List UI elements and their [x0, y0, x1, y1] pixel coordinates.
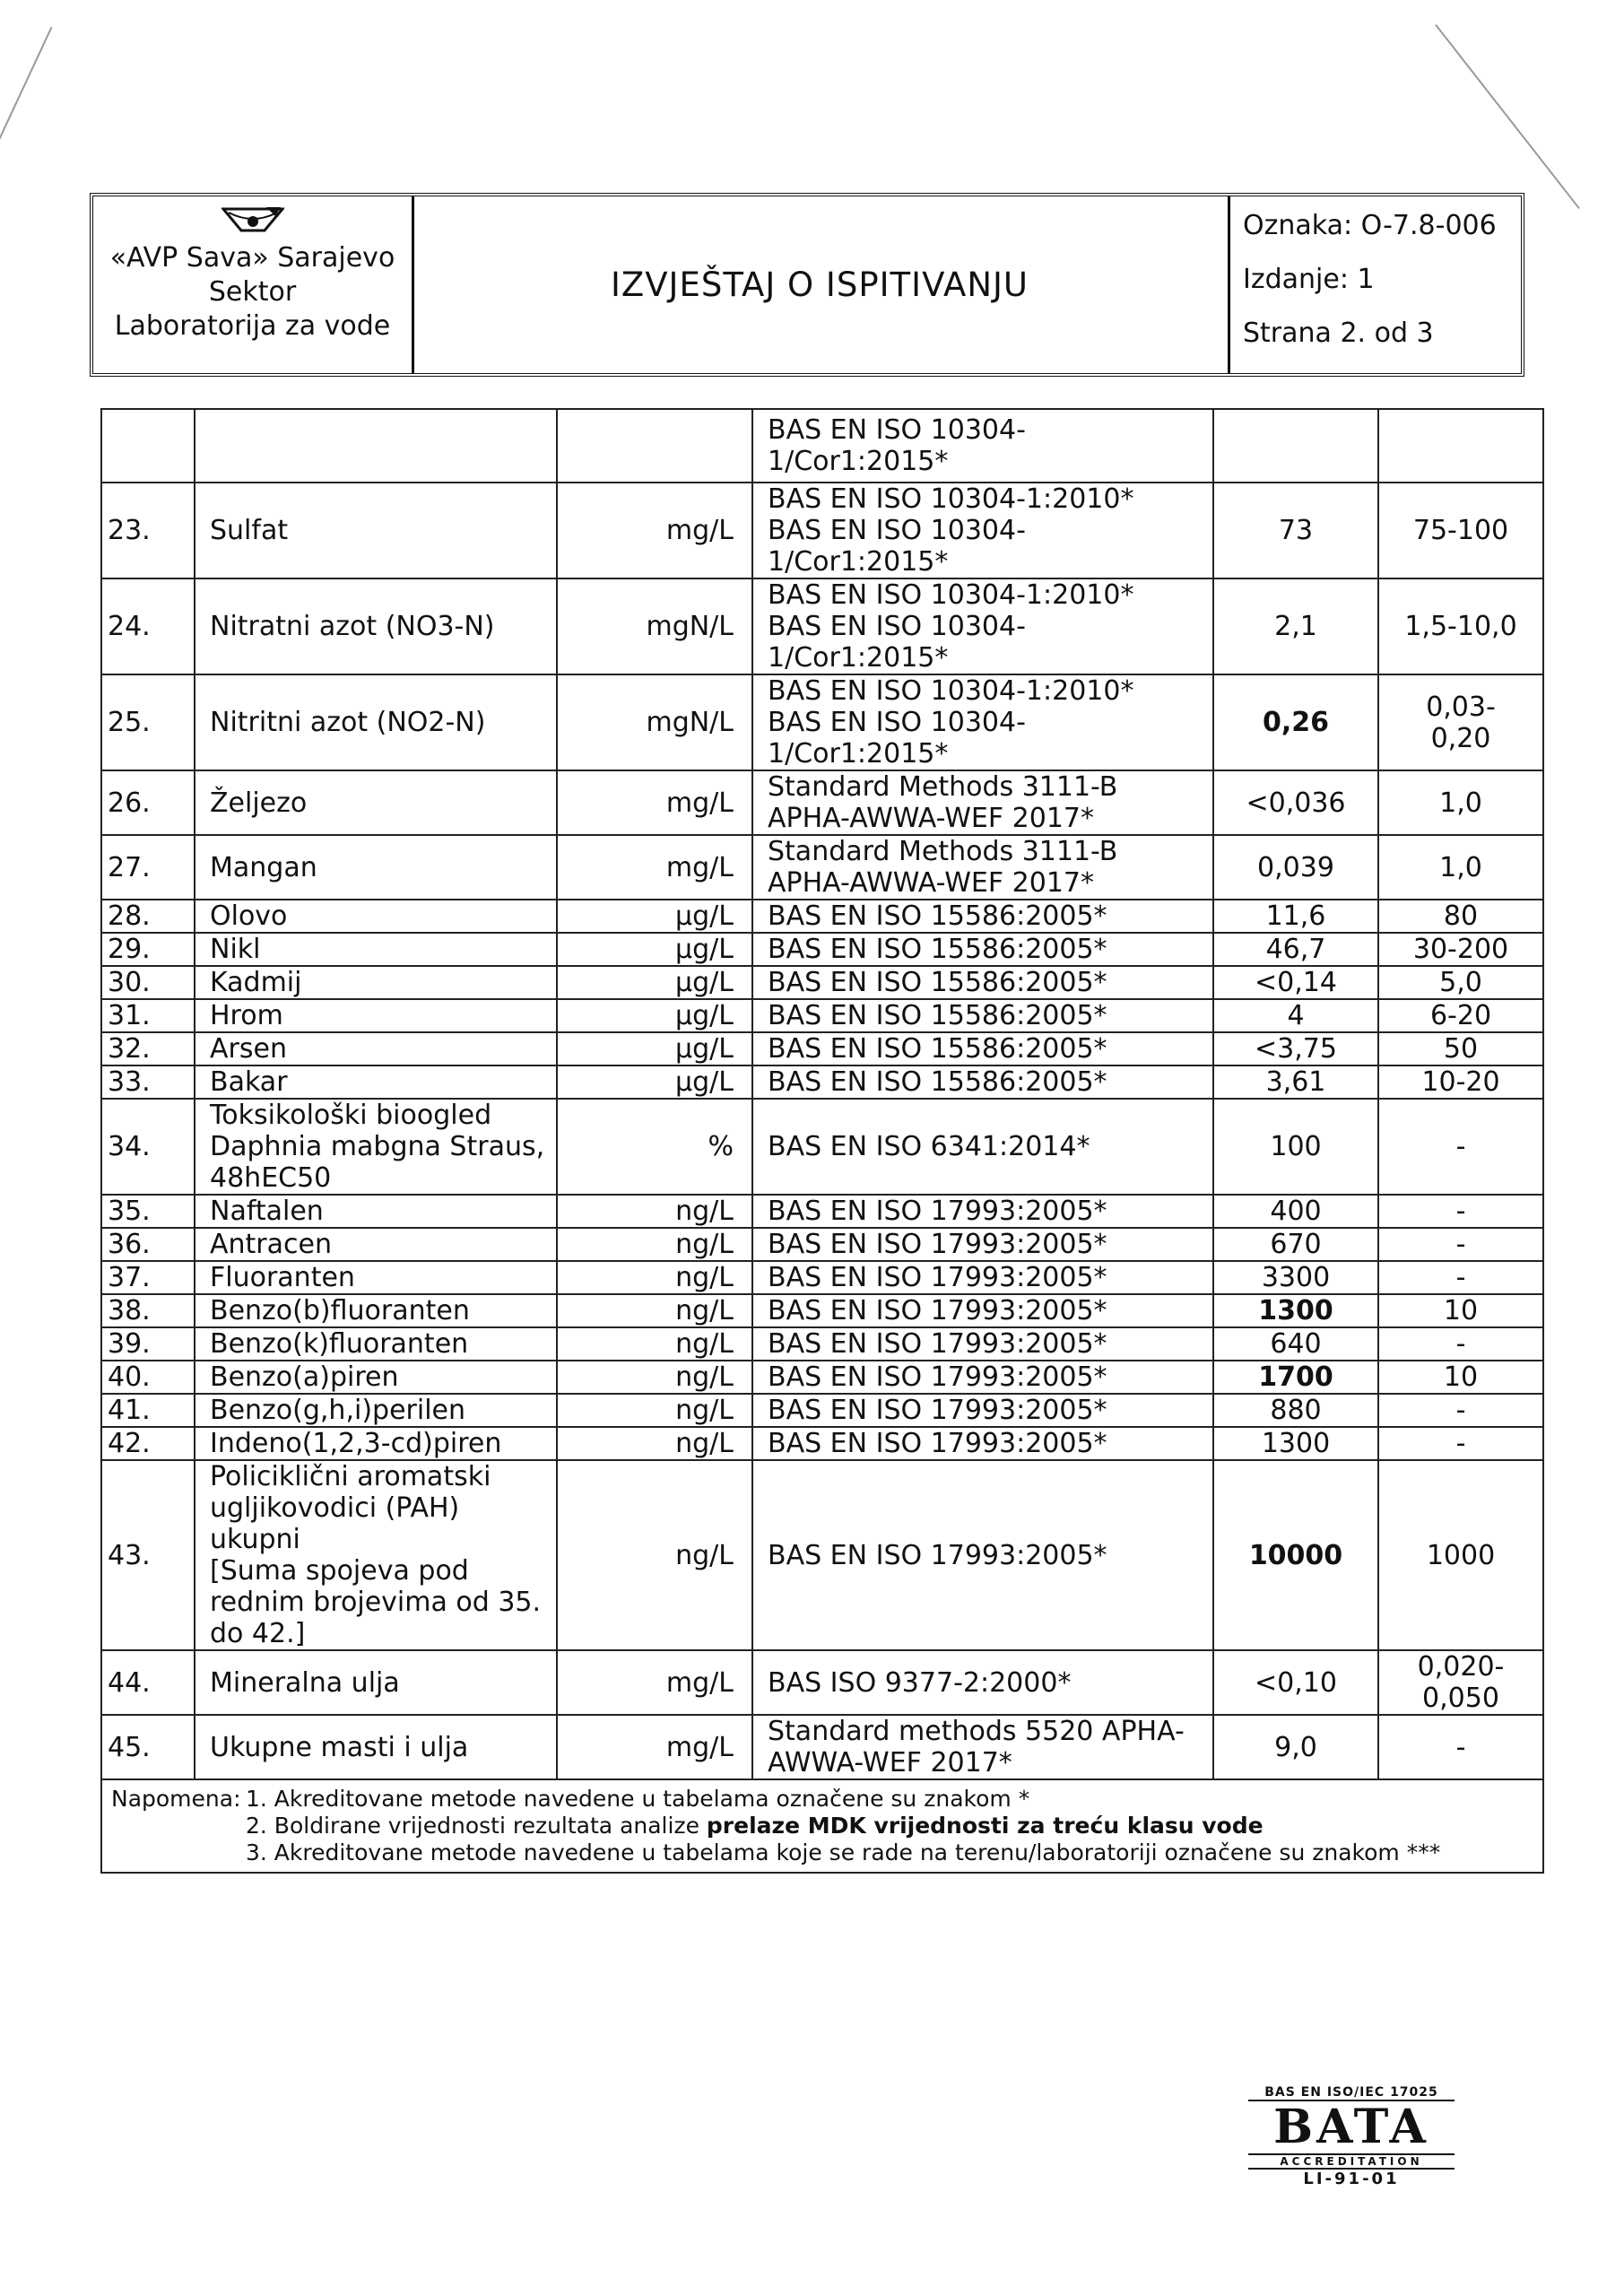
limit-line: 6-20 — [1429, 1000, 1492, 1031]
cell-unit — [557, 409, 752, 483]
cell-unit: ng/L — [557, 1394, 752, 1427]
limit-line: 10-20 — [1421, 1066, 1500, 1098]
cell-limit — [1378, 1394, 1543, 1427]
notes-row — [101, 1779, 1543, 1873]
cell-number: 44. — [101, 1650, 195, 1715]
method-line: 1/Cor1:2015* — [768, 738, 949, 770]
cell-limit — [1378, 933, 1543, 966]
organization-sector: Sektor — [208, 276, 297, 308]
cell-result: 0,039 — [1213, 835, 1378, 900]
cell-number: 36. — [101, 1228, 195, 1261]
table-row — [101, 1099, 1543, 1195]
cell-result: 10000 — [1213, 1460, 1378, 1650]
table-row — [101, 900, 1543, 933]
limit-line: 30-200 — [1412, 934, 1509, 965]
method-line: BAS EN ISO 17993:2005* — [768, 1395, 1107, 1426]
limit-line: 1,5-10,0 — [1404, 611, 1517, 642]
table-row — [101, 578, 1543, 674]
cell-unit: ng/L — [557, 1261, 752, 1294]
table-row — [101, 1394, 1543, 1427]
method-line: Standard Methods 3111-B — [768, 771, 1118, 803]
method-line: BAS EN ISO 15586:2005* — [768, 967, 1107, 998]
parameter-line: Mangan — [210, 851, 317, 883]
cell-method — [752, 1261, 1213, 1294]
cell-number: 31. — [101, 999, 195, 1032]
cell-limit — [1378, 1032, 1543, 1065]
table-row — [101, 1427, 1543, 1460]
cell-result: 9,0 — [1213, 1715, 1378, 1779]
parameter-line: Sulfat — [210, 515, 289, 546]
cell-result: 670 — [1213, 1228, 1378, 1261]
cell-limit — [1378, 1261, 1543, 1294]
cell-number: 34. — [101, 1099, 195, 1195]
cell-parameter — [195, 770, 557, 835]
cell-number: 29. — [101, 933, 195, 966]
cell-limit — [1378, 409, 1543, 483]
stamp-accreditation: ACCREDITATION — [1248, 2153, 1455, 2170]
cell-result: 2,1 — [1213, 578, 1378, 674]
parameter-line: Benzo(b)fluoranten — [210, 1295, 470, 1326]
note-2 — [246, 1813, 1440, 1839]
method-line: BAS EN ISO 10304- — [768, 414, 1026, 446]
cell-parameter — [195, 1715, 557, 1779]
cell-method — [752, 1650, 1213, 1715]
parameter-line: ukupni — [210, 1524, 300, 1555]
cell-parameter — [195, 409, 557, 483]
cell-limit — [1378, 966, 1543, 999]
cell-parameter — [195, 999, 557, 1032]
cell-unit: mg/L — [557, 770, 752, 835]
cell-limit — [1378, 1460, 1543, 1650]
method-line: BAS EN ISO 15586:2005* — [768, 934, 1107, 965]
parameter-line: Indeno(1,2,3-cd)piren — [210, 1428, 502, 1459]
cell-limit — [1378, 1361, 1543, 1394]
note-1: 1. Akreditovane metode navedene u tabelama označene su znakom * — [246, 1786, 1030, 1812]
cell-limit — [1378, 770, 1543, 835]
method-line: BAS EN ISO 17993:2005* — [768, 1539, 1107, 1571]
table-row — [101, 1361, 1543, 1394]
cell-unit: ng/L — [557, 1361, 752, 1394]
table-row — [101, 1327, 1543, 1361]
parameter-line: Policiklični aromatski — [210, 1461, 491, 1492]
cell-unit: mgN/L — [557, 674, 752, 770]
parameter-line: Mineralna ulja — [210, 1666, 400, 1699]
limit-line: - — [1455, 1428, 1466, 1459]
accreditation-stamp — [1248, 2085, 1455, 2188]
parameter-line: Željezo — [210, 787, 308, 819]
limit-line: - — [1455, 1395, 1466, 1426]
cell-limit — [1378, 1715, 1543, 1779]
cell-method — [752, 933, 1213, 966]
cell-number: 37. — [101, 1261, 195, 1294]
cell-result: 46,7 — [1213, 933, 1378, 966]
cell-result: 3300 — [1213, 1261, 1378, 1294]
parameter-line: ugljikovodici (PAH) — [210, 1492, 460, 1524]
parameter-line: 48hEC50 — [210, 1162, 332, 1194]
parameter-line: Benzo(k)fluoranten — [210, 1328, 469, 1360]
note-2-text: 2. Boldirane vrijednosti rezultata analize — [246, 1813, 707, 1839]
cell-parameter — [195, 1032, 557, 1065]
cell-limit — [1378, 674, 1543, 770]
cell-number: 25. — [101, 674, 195, 770]
cell-result: 1300 — [1213, 1427, 1378, 1460]
cell-parameter — [195, 1460, 557, 1650]
cell-unit: % — [557, 1099, 752, 1195]
note-3: 3. Akreditovane metode navedene u tabelama koje se rade na terenu/laboratoriji označene su znakom *** — [246, 1839, 1441, 1866]
method-line: BAS EN ISO 6341:2014* — [768, 1131, 1090, 1162]
method-line: BAS EN ISO 17993:2005* — [768, 1328, 1107, 1360]
method-line: BAS EN ISO 15586:2005* — [768, 1000, 1107, 1031]
cell-result: 880 — [1213, 1394, 1378, 1427]
cell-method — [752, 1228, 1213, 1261]
method-line: BAS EN ISO 17993:2005* — [768, 1196, 1107, 1227]
table-row — [101, 1228, 1543, 1261]
limit-line: 1,0 — [1439, 851, 1482, 883]
cell-limit — [1378, 1327, 1543, 1361]
stamp-logo: BATA — [1273, 2100, 1429, 2154]
cell-unit: μg/L — [557, 1065, 752, 1099]
parameter-line: Benzo(g,h,i)perilen — [210, 1395, 465, 1426]
cell-result: 73 — [1213, 483, 1378, 578]
method-line: BAS EN ISO 17993:2005* — [768, 1361, 1107, 1393]
organization-name: «AVP Sava» Sarajevo — [109, 242, 395, 274]
limit-line: 50 — [1443, 1033, 1479, 1065]
cell-result: 1700 — [1213, 1361, 1378, 1394]
parameter-line: Olovo — [210, 900, 288, 932]
table-row — [101, 1460, 1543, 1650]
method-line: BAS EN ISO 15586:2005* — [768, 1033, 1107, 1065]
cell-method — [752, 409, 1213, 483]
limit-line: 1000 — [1426, 1539, 1496, 1571]
cell-result: 4 — [1213, 999, 1378, 1032]
organization-block — [93, 196, 414, 373]
cell-number — [101, 409, 195, 483]
avp-sava-logo-icon — [221, 205, 284, 238]
cell-limit — [1378, 1195, 1543, 1228]
limit-line: 10 — [1443, 1295, 1479, 1326]
cell-unit: μg/L — [557, 933, 752, 966]
limit-line: - — [1455, 1262, 1466, 1293]
scan-edge-right — [1435, 24, 1580, 209]
method-line: BAS EN ISO 15586:2005* — [768, 1066, 1107, 1098]
limit-line: 10 — [1443, 1361, 1479, 1393]
cell-method — [752, 1715, 1213, 1779]
method-line: BAS EN ISO 10304- — [768, 515, 1026, 546]
cell-parameter — [195, 900, 557, 933]
parameter-line: Nitritni azot (NO2-N) — [210, 707, 486, 738]
cell-unit: μg/L — [557, 999, 752, 1032]
cell-result: 640 — [1213, 1327, 1378, 1361]
cell-result — [1213, 409, 1378, 483]
cell-method — [752, 999, 1213, 1032]
table-row — [101, 770, 1543, 835]
cell-limit — [1378, 1427, 1543, 1460]
limit-line: 1,0 — [1439, 787, 1482, 819]
cell-method — [752, 1427, 1213, 1460]
table-row — [101, 1650, 1543, 1715]
cell-method — [752, 674, 1213, 770]
cell-method — [752, 1294, 1213, 1327]
cell-method — [752, 835, 1213, 900]
method-line: BAS EN ISO 17993:2005* — [768, 1295, 1107, 1326]
method-line: BAS ISO 9377-2:2000* — [768, 1666, 1072, 1699]
table-row — [101, 1032, 1543, 1065]
note-2-bold: prelaze MDK vrijednosti za treću klasu vode — [706, 1813, 1264, 1839]
doc-page: Strana 2. od 3 — [1243, 317, 1434, 349]
cell-method — [752, 1099, 1213, 1195]
method-line: BAS EN ISO 15586:2005* — [768, 900, 1107, 932]
cell-parameter — [195, 1327, 557, 1361]
cell-method — [752, 966, 1213, 999]
cell-parameter — [195, 483, 557, 578]
parameter-line: Nitratni azot (NO3-N) — [210, 611, 495, 642]
cell-limit — [1378, 999, 1543, 1032]
cell-number: 40. — [101, 1361, 195, 1394]
parameter-line: rednim brojevima od 35. — [210, 1587, 542, 1618]
table-row — [101, 1715, 1543, 1779]
table-row — [101, 966, 1543, 999]
cell-unit: mg/L — [557, 1715, 752, 1779]
cell-parameter — [195, 1361, 557, 1394]
table-row — [101, 1195, 1543, 1228]
cell-number: 33. — [101, 1065, 195, 1099]
cell-method — [752, 1032, 1213, 1065]
cell-result: <0,10 — [1213, 1650, 1378, 1715]
cell-parameter — [195, 1294, 557, 1327]
organization-lab: Laboratorija za vode — [114, 310, 391, 342]
cell-result: <0,14 — [1213, 966, 1378, 999]
parameter-line: Antracen — [210, 1229, 332, 1260]
method-line: BAS EN ISO 17993:2005* — [768, 1229, 1107, 1260]
stamp-standard: BAS EN ISO/IEC 17025 — [1248, 2085, 1455, 2101]
cell-method — [752, 1460, 1213, 1650]
cell-number: 42. — [101, 1427, 195, 1460]
limit-line: 80 — [1443, 900, 1479, 932]
method-line: BAS EN ISO 10304- — [768, 611, 1026, 642]
method-line: APHA-AWWA-WEF 2017* — [768, 867, 1094, 899]
parameter-line: [Suma spojeva pod — [210, 1555, 469, 1587]
method-line: APHA-AWWA-WEF 2017* — [768, 803, 1094, 834]
limit-line: 75-100 — [1412, 515, 1509, 546]
cell-unit: μg/L — [557, 1032, 752, 1065]
cell-number: 27. — [101, 835, 195, 900]
report-title: IZVJEŠTAJ O ISPITIVANJU — [610, 265, 1029, 304]
cell-number: 30. — [101, 966, 195, 999]
parameter-line: Hrom — [210, 1000, 283, 1031]
doc-code: Oznaka: O-7.8-006 — [1243, 210, 1497, 241]
cell-number: 23. — [101, 483, 195, 578]
cell-method — [752, 483, 1213, 578]
parameter-line: Arsen — [210, 1033, 287, 1065]
cell-number: 26. — [101, 770, 195, 835]
parameter-line: Fluoranten — [210, 1262, 355, 1293]
parameter-line: Toksikološki bioogled — [210, 1100, 492, 1131]
table-row — [101, 674, 1543, 770]
cell-parameter — [195, 674, 557, 770]
scan-edge-left — [0, 27, 52, 206]
limit-line: 0,050 — [1422, 1683, 1499, 1714]
cell-number: 41. — [101, 1394, 195, 1427]
method-line: Standard Methods 3111-B — [768, 836, 1118, 867]
cell-result: 3,61 — [1213, 1065, 1378, 1099]
cell-parameter — [195, 1099, 557, 1195]
table-row — [101, 835, 1543, 900]
parameter-line: Ukupne masti i ulja — [210, 1731, 469, 1763]
cell-limit — [1378, 1099, 1543, 1195]
cell-parameter — [195, 1195, 557, 1228]
cell-method — [752, 1195, 1213, 1228]
parameter-line: Daphnia mabgna Straus, — [210, 1131, 545, 1162]
cell-result: <0,036 — [1213, 770, 1378, 835]
results-table — [100, 408, 1544, 1874]
cell-number: 32. — [101, 1032, 195, 1065]
cell-number: 45. — [101, 1715, 195, 1779]
method-line: Standard methods 5520 APHA- — [768, 1716, 1185, 1747]
cell-unit: mg/L — [557, 835, 752, 900]
cell-method — [752, 578, 1213, 674]
parameter-line: Kadmij — [210, 967, 302, 998]
cell-number: 38. — [101, 1294, 195, 1327]
table-row — [101, 1261, 1543, 1294]
doc-edition: Izdanje: 1 — [1243, 264, 1375, 295]
method-line: BAS EN ISO 10304-1:2010* — [768, 483, 1134, 515]
cell-parameter — [195, 1427, 557, 1460]
method-line: BAS EN ISO 17993:2005* — [768, 1262, 1107, 1293]
parameter-line: Benzo(a)piren — [210, 1361, 399, 1393]
cell-parameter — [195, 966, 557, 999]
cell-limit — [1378, 1650, 1543, 1715]
cell-parameter — [195, 1261, 557, 1294]
limit-line: - — [1455, 1328, 1466, 1360]
method-line: 1/Cor1:2015* — [768, 546, 949, 578]
cell-unit: ng/L — [557, 1294, 752, 1327]
cell-method — [752, 1327, 1213, 1361]
cell-limit — [1378, 578, 1543, 674]
cell-number: 43. — [101, 1460, 195, 1650]
cell-limit — [1378, 1294, 1543, 1327]
cell-limit — [1378, 1065, 1543, 1099]
limit-line: 0,03- — [1426, 691, 1496, 723]
cell-parameter — [195, 1065, 557, 1099]
method-line: BAS EN ISO 10304-1:2010* — [768, 579, 1134, 611]
cell-unit: ng/L — [557, 1460, 752, 1650]
cell-unit: ng/L — [557, 1195, 752, 1228]
parameter-line: do 42.] — [210, 1618, 306, 1649]
cell-result: 11,6 — [1213, 900, 1378, 933]
limit-line: - — [1455, 1731, 1466, 1763]
cell-method — [752, 900, 1213, 933]
table-row — [101, 483, 1543, 578]
parameter-line: Bakar — [210, 1066, 288, 1098]
cell-unit: ng/L — [557, 1327, 752, 1361]
cell-unit: μg/L — [557, 900, 752, 933]
limit-line: - — [1455, 1131, 1466, 1162]
cell-number: 24. — [101, 578, 195, 674]
stamp-code: LI-91-01 — [1303, 2170, 1400, 2188]
cell-method — [752, 770, 1213, 835]
limit-line: 0,020- — [1417, 1651, 1505, 1683]
cell-unit: mgN/L — [557, 578, 752, 674]
table-row — [101, 933, 1543, 966]
cell-limit — [1378, 1228, 1543, 1261]
cell-number: 28. — [101, 900, 195, 933]
cell-method — [752, 1065, 1213, 1099]
cell-method — [752, 1394, 1213, 1427]
cell-result: 1300 — [1213, 1294, 1378, 1327]
cell-unit: mg/L — [557, 483, 752, 578]
cell-number: 35. — [101, 1195, 195, 1228]
cell-limit — [1378, 835, 1543, 900]
limit-line: 0,20 — [1430, 722, 1491, 754]
notes-label: Napomena: — [111, 1786, 241, 1812]
report-title-cell — [412, 196, 1228, 373]
table-row — [101, 1294, 1543, 1327]
cell-unit: ng/L — [557, 1427, 752, 1460]
parameter-line: Nikl — [210, 934, 261, 965]
limit-line: - — [1455, 1196, 1466, 1227]
cell-result: <3,75 — [1213, 1032, 1378, 1065]
cell-method — [752, 1361, 1213, 1394]
cell-result: 400 — [1213, 1195, 1378, 1228]
cell-parameter — [195, 578, 557, 674]
cell-parameter — [195, 933, 557, 966]
table-row-continued — [101, 409, 1543, 483]
method-line: AWWA-WEF 2017* — [768, 1747, 1012, 1779]
cell-number: 39. — [101, 1327, 195, 1361]
parameter-line: Naftalen — [210, 1196, 324, 1227]
cell-parameter — [195, 835, 557, 900]
method-line: 1/Cor1:2015* — [768, 642, 949, 674]
cell-limit — [1378, 900, 1543, 933]
notes-cell — [101, 1779, 1543, 1873]
report-header — [90, 193, 1524, 377]
document-meta — [1228, 196, 1524, 373]
table-row — [101, 999, 1543, 1032]
method-line: BAS EN ISO 17993:2005* — [768, 1428, 1107, 1459]
limit-line: - — [1455, 1229, 1466, 1260]
cell-parameter — [195, 1228, 557, 1261]
method-line: 1/Cor1:2015* — [768, 446, 949, 477]
cell-result: 100 — [1213, 1099, 1378, 1195]
method-line: BAS EN ISO 10304-1:2010* — [768, 675, 1134, 707]
cell-result: 0,26 — [1213, 674, 1378, 770]
cell-limit — [1378, 483, 1543, 578]
method-line: BAS EN ISO 10304- — [768, 707, 1026, 738]
cell-parameter — [195, 1650, 557, 1715]
cell-unit: ng/L — [557, 1228, 752, 1261]
limit-line: 5,0 — [1439, 967, 1482, 998]
cell-unit: mg/L — [557, 1650, 752, 1715]
cell-unit: μg/L — [557, 966, 752, 999]
table-row — [101, 1065, 1543, 1099]
cell-parameter — [195, 1394, 557, 1427]
